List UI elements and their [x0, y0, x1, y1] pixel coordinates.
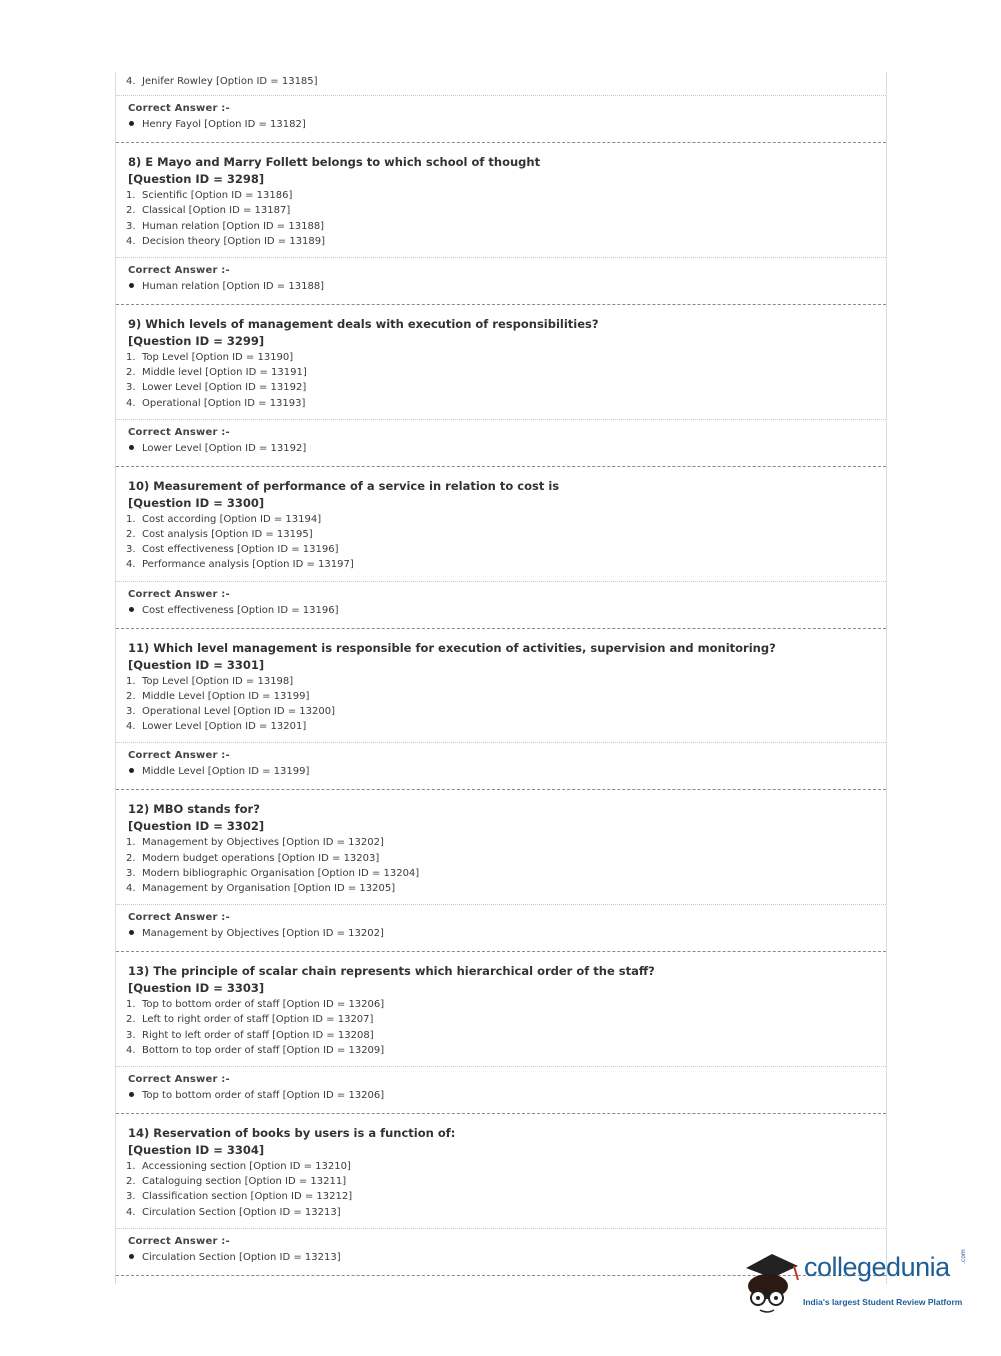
question-title: 10) Measurement of performance of a service in relation to cost is [128, 478, 560, 493]
option-item: 3. Human relation [Option ID = 13188] [126, 220, 325, 232]
question-block [116, 952, 886, 1066]
correct-answer-block [116, 258, 886, 304]
question-id: [Question ID = 3301] [128, 657, 265, 672]
option-item: 2. Middle Level [Option ID = 13199] [126, 690, 310, 702]
bullet-icon [129, 1254, 134, 1259]
correct-answer-label: Correct Answer :- [128, 912, 230, 924]
correct-answer-label: Correct Answer :- [128, 426, 230, 438]
option-item: 4. Management by Organisation [Option ID = 13205] [126, 883, 396, 895]
question-id: [Question ID = 3298] [128, 172, 265, 187]
correct-answer-label: Correct Answer :- [128, 103, 230, 115]
question-block [116, 305, 886, 419]
collegedunia-logo: collegedunia .com India's largest Student Review Platform [742, 1250, 972, 1320]
correct-answer: Circulation Section [Option ID = 13213] [128, 1249, 886, 1267]
question-id: [Question ID = 3303] [128, 981, 265, 996]
correct-answer-label: Correct Answer :- [128, 588, 230, 600]
option-item: 3. Cost effectiveness [Option ID = 13196] [126, 544, 339, 556]
option-item: 2. Classical [Option ID = 13187] [126, 205, 291, 217]
question-block [116, 143, 886, 257]
bullet-icon [129, 768, 134, 773]
previous-question-tail [116, 72, 886, 142]
question-title: 11) Which level management is responsible for execution of activities, supervision and monitoring? [128, 640, 776, 655]
question-title: 12) MBO stands for? [128, 802, 260, 817]
question-title: 9) Which levels of management deals with execution of responsibilities? [128, 317, 599, 332]
question-id: [Question ID = 3299] [128, 334, 265, 349]
question-title: 8) E Mayo and Marry Follett belongs to which school of thought [128, 155, 541, 170]
option-item: 2. Modern budget operations [Option ID = 13203] [126, 852, 380, 864]
option-item: 3. Classification section [Option ID = 13212] [126, 1191, 353, 1203]
option-item: 1. Scientific [Option ID = 13186] [126, 190, 293, 202]
option-item: 3. Modern bibliographic Organisation [Option ID = 13204] [126, 867, 420, 879]
question-block [116, 790, 886, 904]
option-item: 4. Bottom to top order of staff [Option ID = 13209] [126, 1044, 385, 1056]
correct-answer: Henry Fayol [Option ID = 13182] [128, 116, 886, 134]
correct-answer-label: Correct Answer :- [128, 1074, 230, 1086]
option-item: 1. Top Level [Option ID = 13198] [126, 675, 294, 687]
option-item: 4. Operational [Option ID = 13193] [126, 397, 306, 409]
option-item: 2. Cost analysis [Option ID = 13195] [126, 529, 313, 541]
option-item: 4. Jenifer Rowley [Option ID = 13185] [126, 76, 318, 87]
option-item: 1. Accessioning section [Option ID = 13210] [126, 1161, 351, 1173]
correct-answer: Top to bottom order of staff [Option ID = 13206] [128, 1087, 886, 1105]
option-item: 1. Top Level [Option ID = 13190] [126, 352, 294, 364]
correct-answer-block [116, 1067, 886, 1113]
correct-answer-block [116, 582, 886, 628]
correct-answer-block [116, 420, 886, 466]
correct-answer: Human relation [Option ID = 13188] [128, 278, 886, 296]
correct-answer-label: Correct Answer :- [128, 265, 230, 277]
question-id: [Question ID = 3304] [128, 1143, 265, 1158]
option-item: 4. Performance analysis [Option ID = 13197] [126, 559, 354, 571]
option-item: 1. Management by Objectives [Option ID = 13202] [126, 837, 384, 849]
correct-answer: Cost effectiveness [Option ID = 13196] [128, 602, 886, 620]
correct-answer-label: Correct Answer :- [128, 1235, 230, 1247]
option-item: 4. Decision theory [Option ID = 13189] [126, 235, 326, 247]
question-list [116, 142, 886, 1276]
correct-answer: Management by Objectives [Option ID = 13202] [128, 925, 886, 943]
correct-answer-block [116, 905, 886, 951]
logo-tagline: India's largest Student Review Platform [803, 1297, 963, 1307]
option-item: 4. Lower Level [Option ID = 13201] [126, 721, 307, 733]
option-item: 3. Operational Level [Option ID = 13200] [126, 706, 335, 718]
option-item: 3. Right to left order of staff [Option ID = 13208] [126, 1029, 374, 1041]
question-title: 13) The principle of scalar chain represents which hierarchical order of the staff? [128, 964, 655, 979]
option-item: 4. Circulation Section [Option ID = 13213] [126, 1206, 341, 1218]
option-item: 2. Cataloguing section [Option ID = 13211] [126, 1176, 347, 1188]
option-item: 1. Top to bottom order of staff [Option ID = 13206] [126, 999, 385, 1011]
question-block [116, 1114, 886, 1228]
correct-answer-label: Correct Answer :- [128, 750, 230, 762]
bullet-icon [129, 445, 134, 450]
option-item: 2. Left to right order of staff [Option ID = 13207] [126, 1014, 374, 1026]
question-id: [Question ID = 3300] [128, 495, 265, 510]
question-block [116, 629, 886, 743]
bullet-icon [129, 1092, 134, 1097]
question-id: [Question ID = 3302] [128, 819, 265, 834]
correct-answer-block [116, 96, 886, 142]
bullet-icon [129, 121, 134, 126]
option-item: 2. Middle level [Option ID = 13191] [126, 367, 307, 379]
mascot-icon [742, 1250, 804, 1320]
bullet-icon [129, 930, 134, 935]
bullet-icon [129, 607, 134, 612]
question-paper [115, 72, 887, 1284]
option-item: 3. Lower Level [Option ID = 13192] [126, 382, 307, 394]
bullet-icon [129, 283, 134, 288]
option-item: 1. Cost according [Option ID = 13194] [126, 513, 322, 525]
correct-answer: Middle Level [Option ID = 13199] [128, 763, 886, 781]
correct-answer-block [116, 743, 886, 789]
correct-answer: Lower Level [Option ID = 13192] [128, 440, 886, 458]
question-title: 14) Reservation of books by users is a function of: [128, 1126, 456, 1141]
question-block [116, 467, 886, 581]
